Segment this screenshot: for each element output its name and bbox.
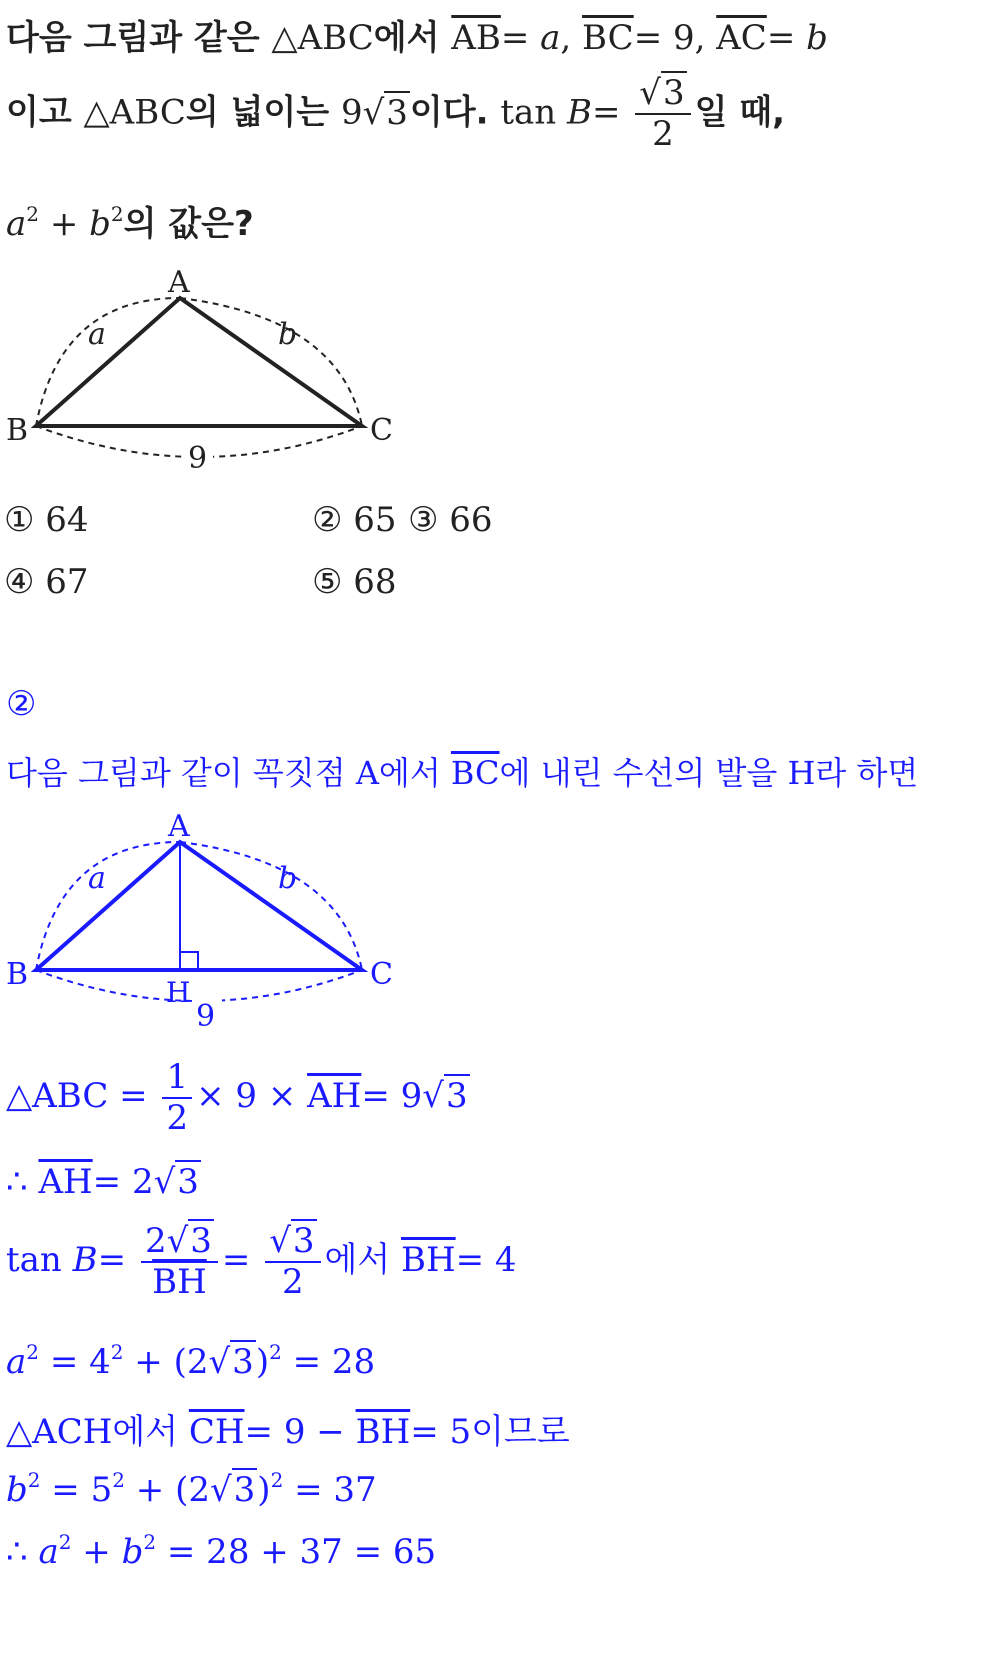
segment-bh: $\overline{BH}$ — [401, 1240, 456, 1281]
text: = 4 — [455, 1240, 517, 1281]
point-h: H — [787, 754, 816, 792]
problem-line-2 — [6, 74, 785, 154]
radicand: 3 — [292, 1221, 315, 1261]
choice-mark: ⑤ — [312, 562, 343, 602]
segment-bh: BH — [152, 1262, 207, 1303]
segment-bc: $\overline{BC}$ — [450, 754, 500, 792]
var-b: b — [6, 1470, 28, 1510]
tan: tan — [6, 1240, 73, 1281]
choice-mark: ③ — [408, 500, 439, 540]
equals: = — [500, 18, 541, 58]
vertex-a-label: A — [168, 265, 190, 300]
base-label: 9 — [188, 441, 208, 476]
text: = 9 − — [244, 1412, 356, 1452]
text: 의 넓이는 — [185, 92, 341, 133]
fraction: $\frac{√3}{2}$ — [635, 74, 690, 154]
tan: tan — [500, 92, 567, 133]
text: = 4 — [39, 1342, 111, 1382]
text: = 5 — [40, 1470, 113, 1510]
comma: , — [560, 18, 583, 58]
var-b: b — [89, 204, 111, 244]
point-a: A — [355, 754, 379, 792]
text: + (2 — [124, 1470, 210, 1510]
choice-value: 65 — [353, 500, 397, 540]
fraction: $\frac{2√3}{BH}$ — [141, 1222, 218, 1302]
radicand: 3 — [233, 1470, 256, 1510]
vertex-c-label: C — [370, 957, 393, 992]
exponent: 2 — [26, 1340, 40, 1364]
equals: = — [591, 92, 632, 133]
solution-step-3 — [6, 1222, 517, 1302]
triangle-figure — [0, 258, 420, 478]
denominator: 2 — [652, 114, 674, 155]
triangle — [36, 842, 362, 970]
choice-mark: ④ — [4, 562, 35, 602]
solution-step-7 — [6, 1530, 436, 1572]
text: 에서 — [373, 18, 452, 58]
numerator: 1 — [162, 1058, 192, 1099]
text: 라 하면 — [815, 754, 919, 792]
segment-bh: $\overline{BH}$ — [355, 1412, 411, 1452]
segment-ah: $\overline{AH}$ — [307, 1076, 362, 1117]
exponent: 2 — [58, 1530, 72, 1554]
var-b: b — [806, 18, 828, 58]
text: 에서 — [378, 754, 451, 792]
choice-value: 67 — [45, 562, 89, 602]
triangle-ach: △ACH — [6, 1412, 113, 1452]
triangle-abc: △ABC — [83, 92, 186, 133]
plus: + — [39, 204, 90, 244]
text: 다음 그림과 같은 — [6, 18, 272, 58]
equals: = — [97, 1240, 137, 1281]
text: = 9 — [361, 1076, 423, 1117]
sqrt: √3 — [208, 1342, 254, 1382]
base-label: 9 — [196, 999, 216, 1034]
choice-mark: ② — [312, 500, 343, 540]
radicand: 3 — [190, 1221, 212, 1261]
var-a: a — [6, 204, 27, 244]
solution-step-2 — [6, 1162, 201, 1202]
text: 에 내린 수선의 발을 — [499, 754, 788, 792]
exponent: 2 — [269, 1340, 282, 1364]
text: ) — [257, 1470, 271, 1510]
var-a: a — [6, 1342, 27, 1382]
equals: = — [766, 18, 807, 58]
problem-line-3 — [6, 196, 254, 245]
arc-base — [36, 970, 362, 1001]
choice-value: 68 — [353, 562, 397, 602]
sqrt: √3 — [362, 92, 408, 133]
var-b: b — [121, 1532, 144, 1572]
side-b-label: b — [278, 317, 298, 352]
vertex-a-label: A — [168, 809, 190, 844]
sqrt: √3 — [209, 1470, 256, 1510]
fraction: $\frac{√3}{2}$ — [265, 1222, 320, 1302]
text: × 9 × — [196, 1076, 308, 1117]
text: 일 때, — [694, 92, 786, 133]
text: 에서 — [112, 1412, 189, 1452]
area-coef: 9 — [340, 92, 363, 133]
denominator: 2 — [282, 1262, 304, 1303]
answer-mark: ② — [6, 684, 37, 724]
therefore: ∴ — [6, 1532, 39, 1572]
text: = 5 — [410, 1412, 472, 1452]
vertex-b-label: B — [6, 413, 29, 448]
segment-bc: $\overline{BC}$ — [582, 18, 634, 58]
text: 다음 그림과 같이 꼭짓점 — [6, 754, 356, 792]
text: 에서 — [324, 1240, 401, 1281]
denominator: 2 — [166, 1098, 189, 1139]
text: 의 값은? — [123, 204, 254, 244]
exponent: 2 — [110, 1340, 124, 1364]
solution-step-6 — [6, 1468, 377, 1510]
solution-figure — [0, 802, 420, 1038]
segment-ch: $\overline{CH}$ — [188, 1412, 245, 1452]
choice-3[interactable] — [408, 500, 493, 540]
foot-h-label: H — [166, 976, 191, 1009]
side-b-label: b — [278, 861, 298, 896]
side-a-label: a — [88, 317, 106, 352]
radicand: 3 — [232, 1342, 254, 1382]
radicand: 3 — [386, 92, 408, 133]
solution-step-4 — [6, 1340, 375, 1382]
text: + (2 — [123, 1342, 209, 1382]
solution-step-1 — [6, 1058, 470, 1138]
choice-1[interactable] — [4, 500, 89, 540]
segment-ah: $\overline{AH}$ — [38, 1162, 93, 1202]
triangle — [36, 298, 362, 426]
fraction — [162, 1058, 192, 1138]
solution-step-5 — [6, 1404, 570, 1453]
coef: 2 — [144, 1221, 167, 1261]
text: 이고 — [6, 92, 84, 133]
solution-intro — [6, 748, 918, 794]
var-B: B — [566, 92, 592, 133]
equals-9: = 9, — [633, 18, 717, 58]
exponent: 2 — [27, 1468, 41, 1492]
therefore: ∴ — [6, 1162, 39, 1202]
choice-2[interactable] — [312, 500, 397, 540]
exponent: 2 — [26, 202, 40, 226]
radicand: 3 — [662, 73, 685, 113]
segment-ac: $\overline{AC}$ — [716, 18, 767, 58]
segment-ab: $\overline{AB}$ — [451, 18, 501, 58]
radicand: 3 — [177, 1162, 199, 1202]
exponent: 2 — [112, 1468, 125, 1492]
exponent: 2 — [270, 1468, 284, 1492]
var-a: a — [38, 1532, 59, 1572]
text: = 2 — [92, 1162, 154, 1202]
choice-value: 66 — [449, 500, 493, 540]
text: 이므로 — [471, 1412, 570, 1452]
var-a: a — [540, 18, 561, 58]
choice-5[interactable] — [312, 562, 397, 602]
radicand: 3 — [445, 1076, 468, 1117]
triangle-abc: △ABC — [271, 18, 374, 58]
problem-line-1 — [6, 10, 828, 59]
side-a-label: a — [88, 861, 106, 896]
sqrt: √3 — [422, 1076, 468, 1117]
text: △ABC = — [6, 1076, 159, 1117]
exponent: 2 — [143, 1530, 157, 1554]
text: = 28 — [281, 1342, 376, 1382]
var-B: B — [72, 1240, 98, 1281]
text: 이다. — [409, 92, 501, 133]
choice-4[interactable] — [4, 562, 89, 602]
choice-value: 64 — [45, 500, 89, 540]
text: = 37 — [283, 1470, 377, 1510]
equals: = — [221, 1240, 262, 1281]
text: ) — [255, 1342, 270, 1382]
exponent: 2 — [110, 202, 124, 226]
vertex-c-label: C — [370, 413, 393, 448]
text: = 28 + 37 = 65 — [156, 1532, 437, 1572]
right-angle-mark — [180, 952, 198, 970]
plus: + — [71, 1532, 122, 1572]
vertex-b-label: B — [6, 957, 29, 992]
choice-mark: ① — [4, 500, 35, 540]
sqrt: √3 — [153, 1162, 199, 1202]
